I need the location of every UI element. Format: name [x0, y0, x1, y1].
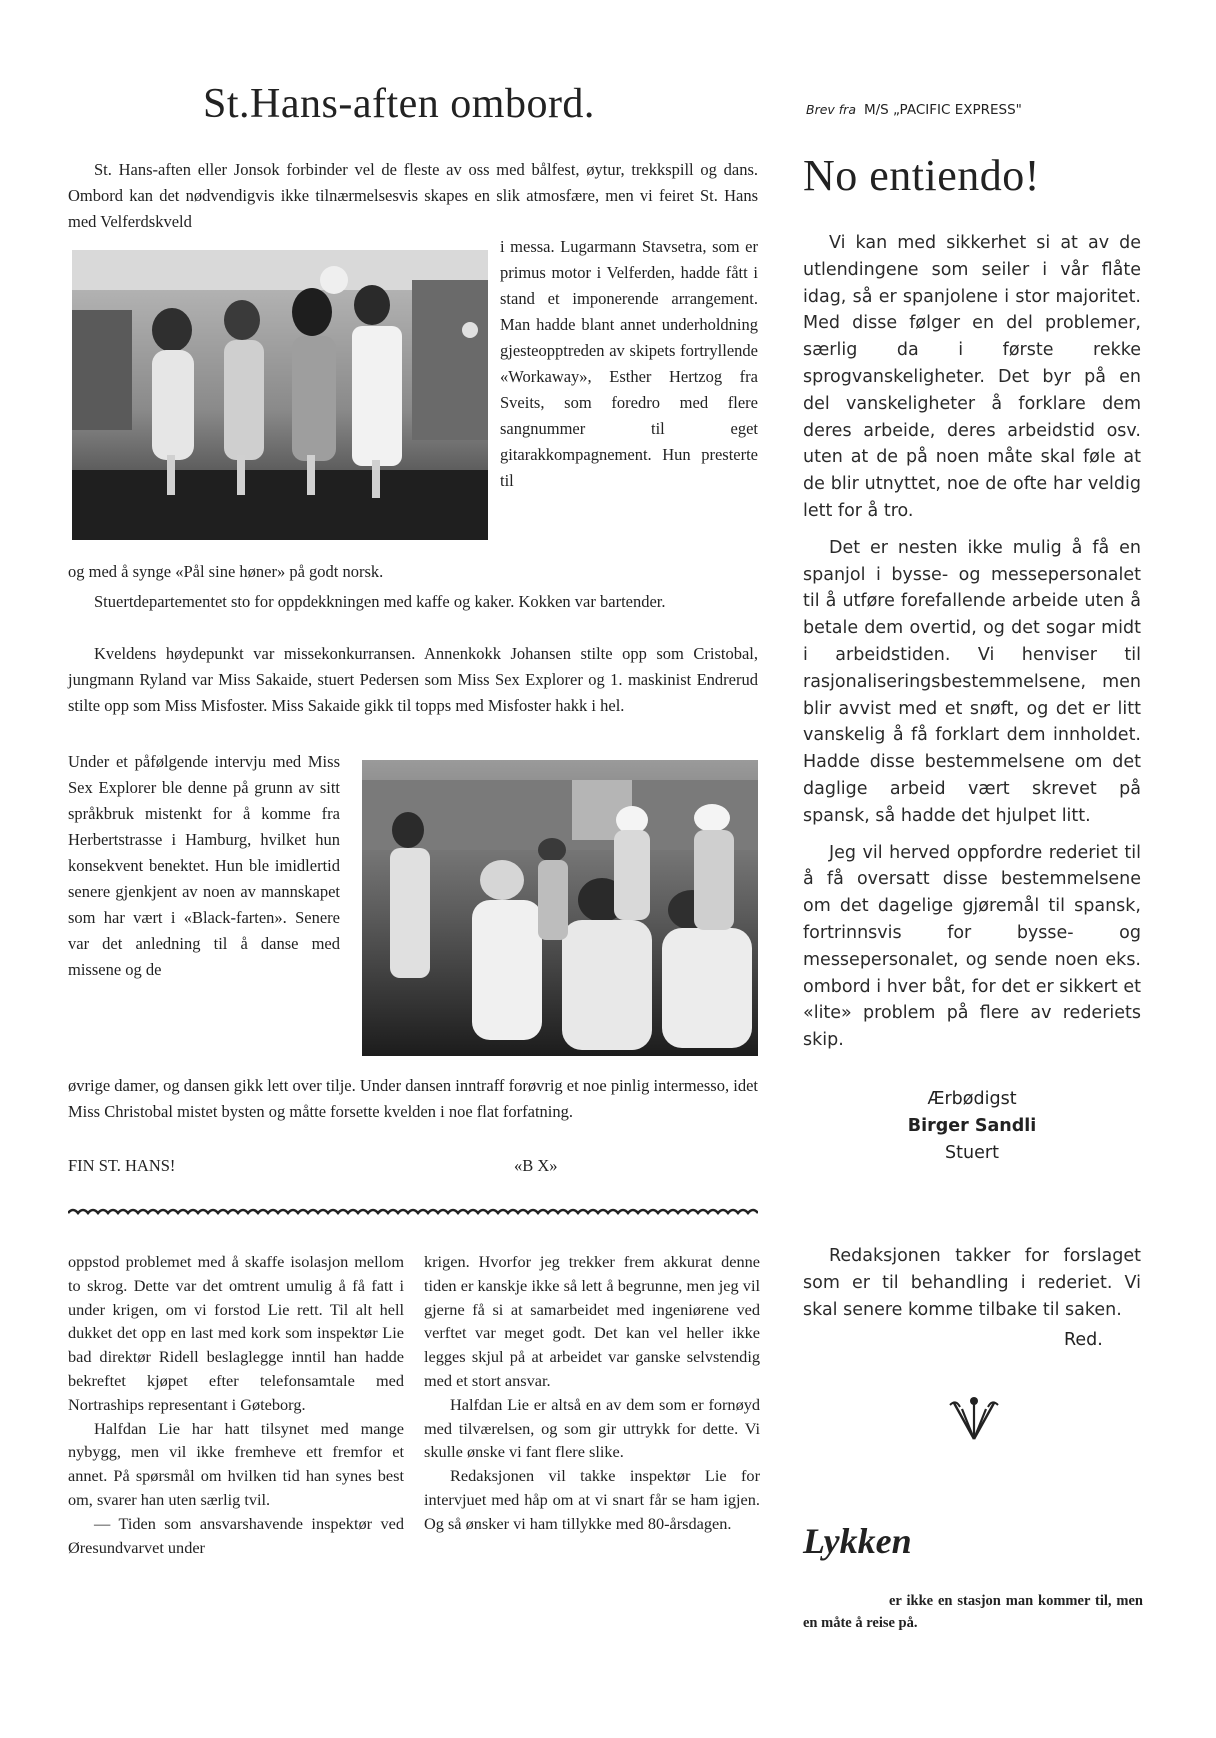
editor-note: Redaksjonen takker for forslaget som er til behandling i rederiet. Vi skal senere komme tilbake til saken.	[803, 1246, 1141, 1320]
photo-performers	[72, 250, 488, 540]
letter-source-ship: M/S „PACIFIC EXPRESS"	[863, 102, 1022, 118]
wavy-separator	[68, 1205, 758, 1219]
letter-paragraph-1: Vi kan med sikkerhet si at av de utlendingene som seiler i vår flåte idag, så er spanjolene i stor majoritet. Med disse følger en del problemer, særlig da i første rekke sprogvanskeligheter. Det byr på en del vanskeligheter å forklare dem deres arbeide, deres arbeidstid osv. uten at de på noen måte skal føle at de blir utnyttet, noe de ofte har veldig lett for å tro.	[803, 233, 1141, 521]
letter-signer: Birger Sandli	[907, 1116, 1037, 1136]
letter-signer-title: Stuert	[945, 1143, 999, 1163]
continuation-col2-paragraph-2: Halfdan Lie er altså en av dem som er fornøyd med tilværelsen, og som gir uttrykk for dette. Vi skulle ønske vi fant flere slike.	[424, 1394, 760, 1462]
letter-closing: Ærbødigst	[927, 1089, 1017, 1109]
letter-source-prefix: Brev fra	[806, 102, 856, 117]
letter-paragraph-3: Jeg vil herved oppfordre rederiet til å få oversatt disse bestemmelsene om det dagelige gjøremål til spansk, fortrinnsvis for bysse- og messepersonalet, og sende noen eks. ombord i hver båt, for det er sikkert et «lite» problem på flere av rederiets skip.	[803, 842, 1141, 1051]
article-paragraph-intro: St. Hans-aften eller Jonsok forbinder vel de fleste av oss med bålfest, øytur, trekkspill og dans. Ombord kan det nødvendigvis ikke tilnærmelsesvis skapes en slik atmosfære, men vi feiret St. Hans med Velferdskveld	[68, 160, 758, 231]
continuation-column-1	[68, 1250, 404, 1559]
letter-signature-block	[803, 1086, 1141, 1167]
article-paragraph-dance: øvrige damer, og dansen gikk lett over tilje. Under dansen inntraff forøvrig et noe pinlig intermesso, idet Miss Christobal mistet bysten og måtte forsette kvelden i noe flat forfatning.	[68, 1076, 758, 1121]
tulip-emblem-icon	[946, 1395, 1002, 1443]
article-paragraph-beside-photo: i messa. Lugarmann Stavsetra, som er primus motor i Velferden, hadde fått i stand et imponerende arrangement. Man hadde blant annet underholdning gjesteopptreden av skipets fortryllende «Workaway», Esther Hertzog fra Sveits, som foredro med flere sangnummer til eget gitarakkompagnement. Hun presterte til	[500, 237, 758, 490]
lykken-title: Lykken	[803, 1521, 912, 1561]
article-title: St.Hans-aften ombord.	[203, 81, 595, 127]
article-author: «B X»	[514, 1156, 558, 1175]
article-paragraph-song: og med å synge «Pål sine høner» på godt norsk.	[68, 562, 384, 581]
letter-title: No entiendo!	[803, 151, 1040, 200]
continuation-col2-paragraph-3: Redaksjonen vil takke inspektør Lie for intervjuet med håp om at vi snart får se ham igjen. Og så ønsker vi ham tillykke med 80-årsdagen.	[424, 1466, 760, 1533]
continuation-col2-paragraph-1: krigen. Hvorfor jeg trekker frem akkurat denne tiden er kanskje ikke så lett å begrunne, men jeg vil gjerne få si at samarbeidet med ingeniørene ved verftet var meget godt. Det kan vel heller ikke legges skjul på at arbeidet var ganske selvstendig med et stort ansvar.	[424, 1252, 760, 1390]
letter-paragraph-2: Det er nesten ikke mulig å få en spanjol i bysse- og messepersonalet til å utføre forefallende arbeide uten å betale dem overtid, og det sogar midt i arbeidstiden. Vi henviser til rasjonaliseringsbestemmelsene, men blir avvist med et snøft, og det er litt vanskelig å få forklart dem innholdet. Hadde disse bestemmelsene om det daglige arbeid vært skrevet på spansk, så hadde det hjulpet litt.	[803, 537, 1141, 826]
editor-signature: Red.	[1064, 1330, 1103, 1350]
article-signoff: FIN ST. HANS!	[68, 1156, 176, 1175]
lykken-text: er ikke en stasjon man kommer til, men en måte å reise på.	[803, 1593, 1143, 1631]
continuation-col1-paragraph-3: — Tiden som ansvarshavende inspektør ved Øresundvarvet under	[68, 1513, 404, 1557]
article-paragraph-interview: Under et påfølgende intervju med Miss Sex Explorer ble denne på grunn av sitt språkbruk mistenkt for å komme fra Herbertstrasse i Hamburg, hvilket hun konsekvent benektet. Hun ble imidlertid senere gjenkjent av noen av mannskapet som har vært i «Black-farten». Senere var det anledning til å danse med missene og de	[68, 752, 340, 979]
article-paragraph-catering: Stuertdepartementet sto for oppdekkningen med kaffe og kaker. Kokken var bartender.	[94, 592, 666, 611]
continuation-col1-paragraph-2: Halfdan Lie har hatt tilsynet med mange nybygg, men vil ikke fremheve ett fremfor et annet. På spørsmål om hvilken tid han synes best om, svarer han uten særlig tvil.	[68, 1418, 404, 1509]
letter-source	[806, 102, 1022, 118]
continuation-column-2	[424, 1250, 760, 1536]
letter-body	[803, 230, 1141, 1054]
continuation-col1-paragraph-1: oppstod problemet med å skaffe isolasjon mellom to skrog. Dette var det omtrent umulig å få fatt i under krigen, om vi forstod Lie rett. Til alt hell dukket det opp en last med kork som inspektør Lie bad direktør Ridell beslaglegge inntil han hadde bekreftet kjøpet efter telefonsamtale med Nortraships representant i Gøteborg.	[68, 1252, 404, 1414]
article-paragraph-contest: Kveldens høydepunkt var missekonkurransen. Annenkokk Johansen stilte opp som Cristobal, jungmann Ryland var Miss Sakaide, stuert Pedersen som Miss Sex Explorer og 1. maskinist Endrerud stilte opp som Miss Misfoster. Miss Sakaide gikk til topps med Misfoster hakk i hel.	[68, 644, 758, 715]
photo-salon-scene	[362, 760, 758, 1056]
